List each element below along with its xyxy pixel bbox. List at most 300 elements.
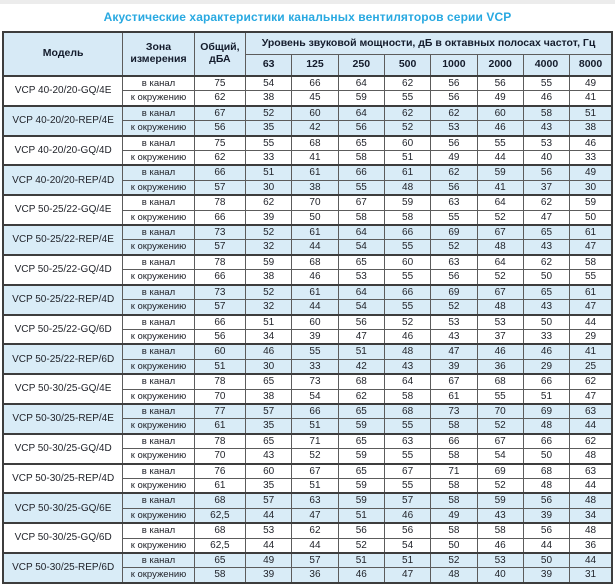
total-dba-value: 51 xyxy=(194,359,245,374)
band-value: 55 xyxy=(523,76,569,91)
band-value: 52 xyxy=(431,300,477,315)
model-name: VCP 50-25/22-REP/4E xyxy=(3,225,123,255)
band-value: 58 xyxy=(431,523,477,538)
model-name: VCP 50-30/25-REP/6D xyxy=(3,553,123,583)
table-row xyxy=(3,374,612,389)
band-value: 53 xyxy=(246,523,292,538)
band-value: 69 xyxy=(431,285,477,300)
band-value: 47 xyxy=(338,329,384,344)
band-value: 68 xyxy=(477,374,523,389)
band-value: 67 xyxy=(431,374,477,389)
band-value: 66 xyxy=(292,76,338,91)
band-value: 42 xyxy=(338,359,384,374)
band-value: 64 xyxy=(477,195,523,210)
total-dba-value: 78 xyxy=(194,255,245,270)
band-value: 44 xyxy=(570,553,612,568)
band-value: 55 xyxy=(477,389,523,404)
band-value: 56 xyxy=(384,523,430,538)
band-value: 54 xyxy=(384,538,430,553)
band-value: 46 xyxy=(338,568,384,583)
table-row xyxy=(3,255,612,270)
zone-label: в канал xyxy=(123,464,194,479)
band-value: 59 xyxy=(384,195,430,210)
band-value: 52 xyxy=(384,121,430,136)
band-value: 65 xyxy=(338,404,384,419)
total-dba-value: 73 xyxy=(194,285,245,300)
band-value: 62 xyxy=(384,106,430,121)
table-row xyxy=(3,106,612,121)
band-value: 66 xyxy=(292,404,338,419)
band-value: 59 xyxy=(246,255,292,270)
band-value: 71 xyxy=(292,434,338,449)
band-value: 52 xyxy=(338,538,384,553)
band-value: 48 xyxy=(570,449,612,464)
band-value: 55 xyxy=(292,344,338,359)
zone-label: в канал xyxy=(123,315,194,330)
zone-label: в канал xyxy=(123,195,194,210)
total-dba-value: 78 xyxy=(194,434,245,449)
total-dba-value: 57 xyxy=(194,240,245,255)
band-value: 44 xyxy=(523,538,569,553)
band-value: 62 xyxy=(338,389,384,404)
band-value: 59 xyxy=(338,419,384,434)
band-value: 36 xyxy=(570,538,612,553)
zone-label: в канал xyxy=(123,225,194,240)
band-value: 46 xyxy=(477,121,523,136)
band-value: 40 xyxy=(477,568,523,583)
column-header-band-500: 500 xyxy=(384,55,430,77)
column-header-zone: Зона измерения xyxy=(123,32,194,76)
band-value: 51 xyxy=(384,151,430,166)
table-row xyxy=(3,344,612,359)
model-name: VCP 50-30/25-REP/4D xyxy=(3,464,123,494)
zone-label: к окружению xyxy=(123,449,194,464)
band-value: 49 xyxy=(570,165,612,180)
band-value: 56 xyxy=(431,91,477,106)
total-dba-value: 57 xyxy=(194,180,245,195)
band-value: 51 xyxy=(246,165,292,180)
total-dba-value: 61 xyxy=(194,419,245,434)
band-value: 52 xyxy=(246,106,292,121)
band-value: 45 xyxy=(292,91,338,106)
band-value: 53 xyxy=(431,121,477,136)
band-value: 38 xyxy=(570,121,612,136)
band-value: 54 xyxy=(246,76,292,91)
band-value: 59 xyxy=(338,478,384,493)
band-value: 65 xyxy=(338,255,384,270)
model-name: VCP 40-20/20-REP/4D xyxy=(3,165,123,195)
model-name: VCP 50-30/25-REP/4E xyxy=(3,404,123,434)
band-value: 58 xyxy=(338,210,384,225)
zone-label: в канал xyxy=(123,523,194,538)
band-value: 41 xyxy=(292,151,338,166)
zone-label: в канал xyxy=(123,165,194,180)
band-value: 64 xyxy=(477,255,523,270)
band-value: 51 xyxy=(384,553,430,568)
total-dba-value: 62,5 xyxy=(194,538,245,553)
band-value: 52 xyxy=(431,553,477,568)
zone-label: к окружению xyxy=(123,91,194,106)
band-value: 52 xyxy=(477,270,523,285)
band-value: 56 xyxy=(523,493,569,508)
band-value: 58 xyxy=(570,255,612,270)
band-value: 46 xyxy=(570,136,612,151)
zone-label: к окружению xyxy=(123,240,194,255)
total-dba-value: 78 xyxy=(194,374,245,389)
total-dba-value: 68 xyxy=(194,493,245,508)
band-value: 53 xyxy=(477,553,523,568)
band-value: 55 xyxy=(338,180,384,195)
band-value: 55 xyxy=(384,478,430,493)
model-name: VCP 50-30/25-GQ/4D xyxy=(3,434,123,464)
column-header-band-2000: 2000 xyxy=(477,55,523,77)
band-value: 46 xyxy=(477,538,523,553)
total-dba-value: 66 xyxy=(194,315,245,330)
band-value: 48 xyxy=(523,419,569,434)
band-value: 52 xyxy=(431,240,477,255)
model-name: VCP 50-25/22-GQ/4E xyxy=(3,195,123,225)
band-value: 31 xyxy=(570,568,612,583)
table-row xyxy=(3,195,612,210)
zone-label: в канал xyxy=(123,434,194,449)
band-value: 58 xyxy=(431,478,477,493)
band-value: 47 xyxy=(292,508,338,523)
band-value: 61 xyxy=(292,165,338,180)
band-value: 34 xyxy=(246,329,292,344)
band-value: 65 xyxy=(523,225,569,240)
band-value: 39 xyxy=(246,568,292,583)
column-header-band-125: 125 xyxy=(292,55,338,77)
band-value: 39 xyxy=(292,329,338,344)
band-value: 55 xyxy=(246,136,292,151)
band-value: 63 xyxy=(431,255,477,270)
total-dba-value: 56 xyxy=(194,329,245,344)
band-value: 53 xyxy=(477,315,523,330)
model-name: VCP 40-20/20-REP/4E xyxy=(3,106,123,136)
band-value: 44 xyxy=(292,538,338,553)
total-dba-value: 73 xyxy=(194,225,245,240)
total-dba-value: 60 xyxy=(194,344,245,359)
band-value: 54 xyxy=(477,449,523,464)
band-value: 43 xyxy=(523,300,569,315)
zone-label: в канал xyxy=(123,285,194,300)
band-value: 59 xyxy=(477,493,523,508)
band-value: 60 xyxy=(477,106,523,121)
band-value: 67 xyxy=(338,195,384,210)
zone-label: к окружению xyxy=(123,359,194,374)
table-row xyxy=(3,165,612,180)
table-header xyxy=(3,32,612,76)
model-name: VCP 40-20/20-GQ/4D xyxy=(3,136,123,166)
band-value: 56 xyxy=(338,523,384,538)
band-value: 30 xyxy=(246,180,292,195)
band-value: 56 xyxy=(431,76,477,91)
band-value: 44 xyxy=(570,478,612,493)
model-name: VCP 50-30/25-GQ/4E xyxy=(3,374,123,404)
band-value: 44 xyxy=(570,315,612,330)
total-dba-value: 57 xyxy=(194,300,245,315)
band-value: 50 xyxy=(523,553,569,568)
zone-label: к окружению xyxy=(123,210,194,225)
total-dba-value: 70 xyxy=(194,389,245,404)
band-value: 39 xyxy=(523,508,569,523)
band-value: 50 xyxy=(570,210,612,225)
band-value: 29 xyxy=(523,359,569,374)
table-row xyxy=(3,225,612,240)
band-value: 56 xyxy=(431,136,477,151)
band-value: 51 xyxy=(338,344,384,359)
band-value: 47 xyxy=(431,344,477,359)
band-value: 70 xyxy=(477,404,523,419)
band-value: 46 xyxy=(477,344,523,359)
zone-label: в канал xyxy=(123,76,194,91)
band-value: 51 xyxy=(523,389,569,404)
band-value: 68 xyxy=(292,136,338,151)
zone-label: к окружению xyxy=(123,151,194,166)
band-value: 48 xyxy=(431,568,477,583)
zone-label: в канал xyxy=(123,493,194,508)
band-value: 67 xyxy=(477,434,523,449)
band-value: 56 xyxy=(523,165,569,180)
band-value: 43 xyxy=(384,359,430,374)
column-header-band-1000: 1000 xyxy=(431,55,477,77)
total-dba-value: 68 xyxy=(194,523,245,538)
band-value: 58 xyxy=(431,493,477,508)
band-value: 63 xyxy=(431,195,477,210)
band-value: 34 xyxy=(570,508,612,523)
model-name: VCP 50-30/25-GQ/6D xyxy=(3,523,123,553)
band-value: 73 xyxy=(292,374,338,389)
band-value: 65 xyxy=(246,374,292,389)
zone-label: в канал xyxy=(123,404,194,419)
total-dba-value: 75 xyxy=(194,76,245,91)
band-value: 35 xyxy=(246,419,292,434)
zone-label: к окружению xyxy=(123,329,194,344)
band-value: 47 xyxy=(570,240,612,255)
band-value: 36 xyxy=(292,568,338,583)
band-value: 65 xyxy=(338,136,384,151)
band-value: 50 xyxy=(431,538,477,553)
zone-label: к окружению xyxy=(123,478,194,493)
band-value: 58 xyxy=(477,523,523,538)
zone-label: к окружению xyxy=(123,538,194,553)
band-value: 48 xyxy=(523,478,569,493)
band-value: 43 xyxy=(431,329,477,344)
band-value: 73 xyxy=(431,404,477,419)
band-value: 49 xyxy=(570,76,612,91)
zone-label: в канал xyxy=(123,344,194,359)
band-value: 44 xyxy=(570,419,612,434)
total-dba-value: 66 xyxy=(194,210,245,225)
band-value: 46 xyxy=(384,508,430,523)
band-value: 46 xyxy=(384,329,430,344)
band-value: 59 xyxy=(338,449,384,464)
band-value: 62 xyxy=(431,165,477,180)
band-value: 66 xyxy=(338,165,384,180)
band-value: 50 xyxy=(523,270,569,285)
band-value: 33 xyxy=(292,359,338,374)
band-value: 41 xyxy=(570,91,612,106)
band-value: 67 xyxy=(477,285,523,300)
band-value: 60 xyxy=(384,136,430,151)
table-row xyxy=(3,76,612,91)
band-value: 54 xyxy=(338,240,384,255)
table-row xyxy=(3,523,612,538)
total-dba-value: 76 xyxy=(194,464,245,479)
table-row xyxy=(3,136,612,151)
model-name: VCP 50-25/22-REP/6D xyxy=(3,344,123,374)
band-value: 43 xyxy=(246,449,292,464)
band-value: 70 xyxy=(292,195,338,210)
zone-label: к окружению xyxy=(123,300,194,315)
band-value: 55 xyxy=(477,136,523,151)
band-value: 55 xyxy=(384,300,430,315)
total-dba-value: 62 xyxy=(194,91,245,106)
band-value: 50 xyxy=(292,210,338,225)
band-value: 46 xyxy=(523,344,569,359)
zone-label: в канал xyxy=(123,553,194,568)
band-value: 65 xyxy=(523,285,569,300)
band-value: 44 xyxy=(246,538,292,553)
band-value: 59 xyxy=(570,195,612,210)
page-title: Акустические характеристики канальных вентиляторов серии VCP xyxy=(103,10,512,24)
total-dba-value: 78 xyxy=(194,195,245,210)
zone-label: к окружению xyxy=(123,508,194,523)
band-value: 55 xyxy=(384,449,430,464)
band-value: 66 xyxy=(431,434,477,449)
band-value: 50 xyxy=(523,315,569,330)
band-value: 55 xyxy=(384,419,430,434)
band-value: 38 xyxy=(246,91,292,106)
band-value: 63 xyxy=(292,493,338,508)
band-value: 56 xyxy=(431,180,477,195)
zone-label: в канал xyxy=(123,106,194,121)
band-value: 64 xyxy=(384,374,430,389)
model-name: VCP 50-25/22-REP/4D xyxy=(3,285,123,315)
band-value: 62 xyxy=(246,195,292,210)
band-value: 40 xyxy=(523,151,569,166)
band-value: 52 xyxy=(292,449,338,464)
band-value: 62 xyxy=(523,195,569,210)
band-value: 67 xyxy=(292,464,338,479)
band-value: 52 xyxy=(477,210,523,225)
band-value: 44 xyxy=(292,300,338,315)
table-row xyxy=(3,493,612,508)
band-value: 56 xyxy=(431,270,477,285)
table-body xyxy=(3,76,612,583)
band-value: 65 xyxy=(246,434,292,449)
band-value: 61 xyxy=(431,389,477,404)
band-value: 47 xyxy=(570,389,612,404)
total-dba-value: 77 xyxy=(194,404,245,419)
band-value: 52 xyxy=(246,225,292,240)
band-value: 71 xyxy=(431,464,477,479)
column-header-band-group: Уровень звуковой мощности, дБ в октавных полосах частот, Гц xyxy=(246,32,612,55)
band-value: 39 xyxy=(523,568,569,583)
band-value: 67 xyxy=(384,464,430,479)
band-value: 58 xyxy=(384,210,430,225)
band-value: 49 xyxy=(431,508,477,523)
total-dba-value: 70 xyxy=(194,449,245,464)
band-value: 48 xyxy=(570,523,612,538)
band-value: 49 xyxy=(431,151,477,166)
band-value: 43 xyxy=(523,121,569,136)
band-value: 58 xyxy=(431,449,477,464)
band-value: 69 xyxy=(477,464,523,479)
band-value: 48 xyxy=(477,300,523,315)
band-value: 63 xyxy=(384,434,430,449)
band-value: 64 xyxy=(338,225,384,240)
total-dba-value: 75 xyxy=(194,136,245,151)
table-row xyxy=(3,404,612,419)
band-value: 39 xyxy=(246,210,292,225)
band-value: 29 xyxy=(570,329,612,344)
band-value: 55 xyxy=(384,270,430,285)
band-value: 62 xyxy=(384,76,430,91)
band-value: 66 xyxy=(523,374,569,389)
band-value: 48 xyxy=(384,344,430,359)
band-value: 47 xyxy=(523,210,569,225)
band-value: 56 xyxy=(338,121,384,136)
zone-label: к окружению xyxy=(123,568,194,583)
band-value: 44 xyxy=(246,508,292,523)
column-header-total-dba: Общий, дБА xyxy=(194,32,245,76)
band-value: 38 xyxy=(292,180,338,195)
band-value: 68 xyxy=(292,255,338,270)
band-value: 69 xyxy=(523,404,569,419)
band-value: 38 xyxy=(246,270,292,285)
band-value: 42 xyxy=(292,121,338,136)
zone-label: к окружению xyxy=(123,419,194,434)
band-value: 65 xyxy=(338,434,384,449)
band-value: 44 xyxy=(477,151,523,166)
band-value: 60 xyxy=(246,464,292,479)
band-value: 46 xyxy=(292,270,338,285)
zone-label: в канал xyxy=(123,255,194,270)
band-value: 68 xyxy=(338,374,384,389)
total-dba-value: 66 xyxy=(194,165,245,180)
band-value: 66 xyxy=(384,285,430,300)
band-value: 47 xyxy=(570,300,612,315)
band-value: 66 xyxy=(523,434,569,449)
band-value: 57 xyxy=(246,404,292,419)
band-value: 58 xyxy=(384,389,430,404)
band-value: 55 xyxy=(384,240,430,255)
table-row xyxy=(3,434,612,449)
band-value: 51 xyxy=(246,315,292,330)
column-header-band-250: 250 xyxy=(338,55,384,77)
band-value: 30 xyxy=(570,180,612,195)
band-value: 60 xyxy=(292,106,338,121)
band-value: 55 xyxy=(570,270,612,285)
band-value: 48 xyxy=(477,240,523,255)
band-value: 64 xyxy=(338,106,384,121)
band-value: 69 xyxy=(431,225,477,240)
total-dba-value: 56 xyxy=(194,121,245,136)
band-value: 60 xyxy=(292,315,338,330)
band-value: 37 xyxy=(477,329,523,344)
band-value: 49 xyxy=(477,91,523,106)
band-value: 44 xyxy=(292,240,338,255)
table-row xyxy=(3,553,612,568)
band-value: 61 xyxy=(292,225,338,240)
band-value: 61 xyxy=(384,165,430,180)
band-value: 35 xyxy=(246,121,292,136)
band-value: 51 xyxy=(292,478,338,493)
band-value: 35 xyxy=(246,478,292,493)
band-value: 36 xyxy=(477,359,523,374)
band-value: 50 xyxy=(523,449,569,464)
